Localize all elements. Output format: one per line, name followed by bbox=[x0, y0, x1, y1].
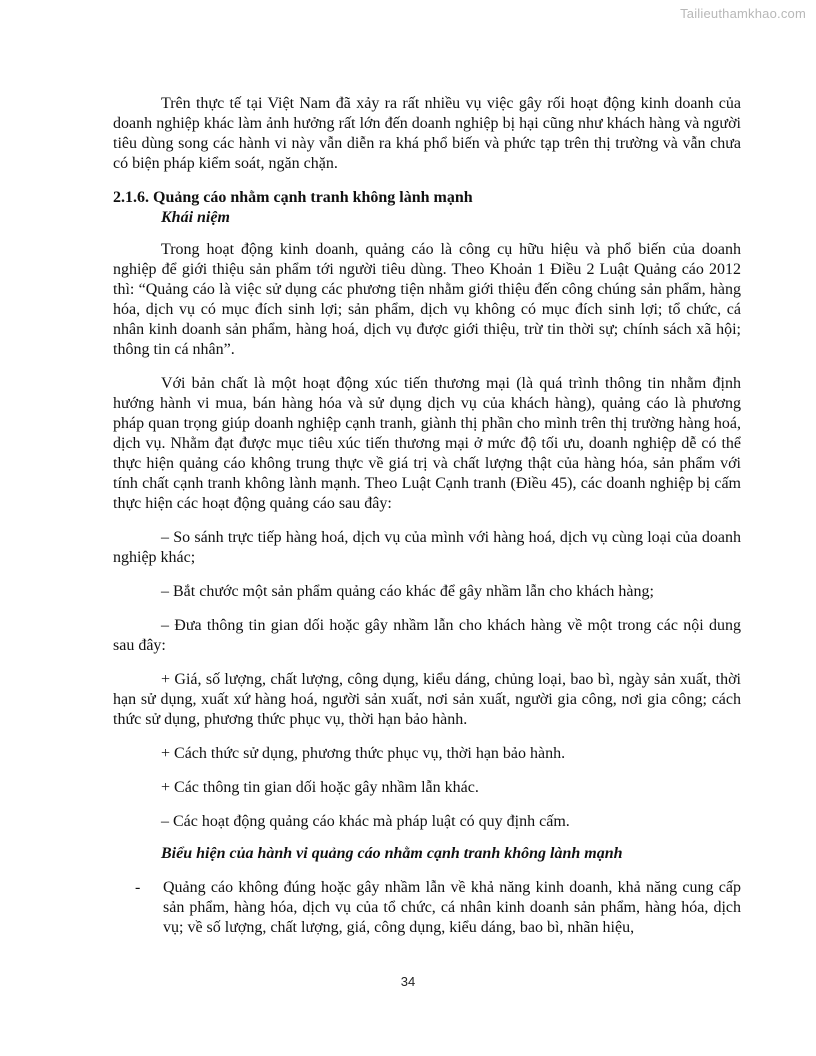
paragraph-item-misleading: – Đưa thông tin gian dối hoặc gây nhầm lẫn cho khách hàng về một trong các nội dung sau đây: bbox=[113, 617, 741, 654]
section-heading: 2.1.6. Quảng cáo nhằm cạnh tranh không lành mạnh bbox=[113, 189, 473, 206]
list-item bbox=[113, 878, 741, 938]
page-number: 34 bbox=[400, 974, 416, 989]
paragraph-item-imitate: – Bắt chước một sản phẩm quảng cáo khác để gây nhầm lẫn cho khách hàng; bbox=[161, 583, 654, 600]
paragraph-nature: Với bản chất là một hoạt động xúc tiến thương mại (là quá trình thông tin nhằm định hướng hành vi mua, bán hàng hóa và sử dụng dịch vụ của khách hàng), quảng cáo là phương pháp quan trọng giúp doanh nghiệp cạnh tranh, giành thị phần cho mình trên thị trường hàng hoá, dịch vụ. Nhằm đạt được mục tiêu xúc tiến thương mại ở mức độ tối ưu, doanh nghiệp dễ có thể thực hiện quảng cáo không trung thực về giá trị và chất lượng thật của hàng hóa, sản phẩm với tính chất cạnh tranh không lành mạnh. Theo Luật Cạnh tranh (Điều 45), các doanh nghiệp bị cấm thực hiện các hoạt động quảng cáo sau đây: bbox=[113, 375, 741, 512]
paragraph-item-prohibited: – Các hoạt động quảng cáo khác mà pháp luật có quy định cấm. bbox=[161, 813, 570, 830]
bullet-text: Quảng cáo không đúng hoặc gây nhầm lẫn về khả năng kinh doanh, khả năng cung cấp sản phẩm, hàng hóa, dịch vụ của tổ chức, cá nhân kinh doanh sản phẩm, hàng hóa, dịch vụ; về số lượng, chất lượng, giá, công dụng, kiểu dáng, bao bì, nhãn hiệu, bbox=[163, 879, 741, 936]
page-content bbox=[113, 94, 741, 938]
paragraph-subitem-price: + Giá, số lượng, chất lượng, công dụng, kiểu dáng, chủng loại, bao bì, ngày sản xuất, thời hạn sử dụng, xuất xứ hàng hoá, người sản xuất, nơi sản xuất, người gia công, nơi gia công; cách thức sử dụng, phương thức phục vụ, thời hạn bảo hành. bbox=[113, 671, 741, 728]
paragraph-subitem-other: + Các thông tin gian dối hoặc gây nhầm lẫn khác. bbox=[161, 779, 479, 796]
subheading-manifestation: Biểu hiện của hành vi quảng cáo nhằm cạnh tranh không lành mạnh bbox=[161, 845, 623, 862]
paragraph-definition: Trong hoạt động kinh doanh, quảng cáo là công cụ hữu hiệu và phổ biến của doanh nghiệp để giới thiệu sản phẩm tới người tiêu dùng. Theo Khoản 1 Điều 2 Luật Quảng cáo 2012 thì: “Quảng cáo là việc sử dụng các phương tiện nhằm giới thiệu đến công chúng sản phẩm, hàng hóa, dịch vụ có mục đích sinh lợi; sản phẩm, dịch vụ không có mục đích sinh lợi; tổ chức, cá nhân kinh doanh sản phẩm, hàng hoá, dịch vụ được giới thiệu, trừ tin thời sự; chính sách xã hội; thông tin cá nhân”. bbox=[113, 241, 741, 358]
paragraph-item-compare: – So sánh trực tiếp hàng hoá, dịch vụ của mình với hàng hoá, dịch vụ cùng loại của doanh nghiệp khác; bbox=[113, 529, 741, 566]
subheading-concept: Khái niệm bbox=[161, 209, 230, 226]
bullet-marker: - bbox=[135, 879, 141, 896]
watermark: Tailieuthamkhao.com bbox=[680, 6, 806, 21]
paragraph-intro: Trên thực tế tại Việt Nam đã xảy ra rất nhiều vụ việc gây rối hoạt động kinh doanh của doanh nghiệp khác làm ảnh hưởng rất lớn đến doanh nghiệp bị hại cũng như khách hàng và người tiêu dùng song các hành vi này vẫn diễn ra khá phổ biến và phức tạp trên thị trường và vẫn chưa có biện pháp kiểm soát, ngăn chặn. bbox=[113, 95, 741, 172]
paragraph-subitem-usage: + Cách thức sử dụng, phương thức phục vụ, thời hạn bảo hành. bbox=[161, 745, 566, 762]
